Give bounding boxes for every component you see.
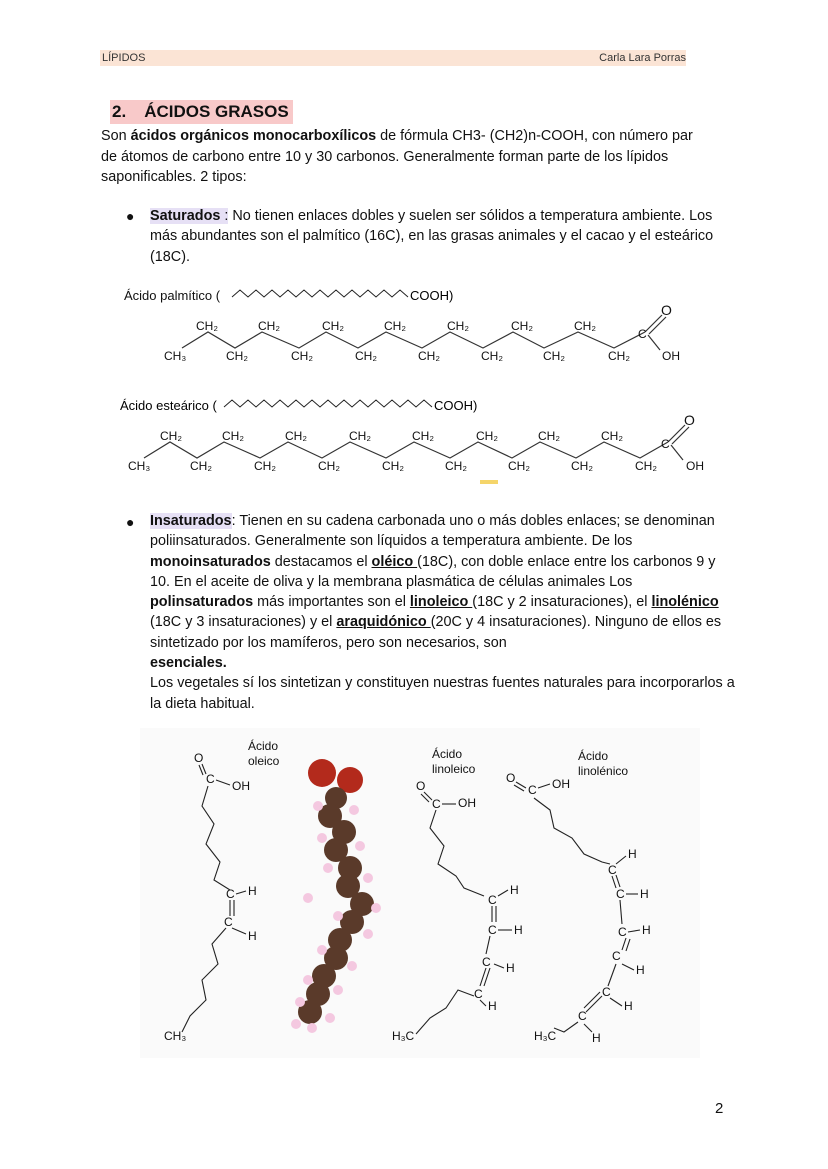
linolenico-h1: H xyxy=(628,847,637,861)
palm-ch2-bot-6: CH₂ xyxy=(543,349,565,363)
linolenico-h3: H xyxy=(642,923,651,937)
est-ch2-bot-2: CH₂ xyxy=(254,459,276,473)
palm-ch2-bot-4: CH₂ xyxy=(418,349,440,363)
oleico-label-2: oleico xyxy=(248,754,280,768)
header-right: Carla Lara Porras xyxy=(599,52,686,64)
linoleico-oh: OH xyxy=(458,796,476,810)
insat-linoleico: linoleico xyxy=(409,594,473,611)
linolenico-h6: H xyxy=(592,1031,601,1045)
linolenico-label-2: linolénico xyxy=(578,764,629,778)
intro-text-2: de fórmula CH3- (CH2)n-COOH, con número par de átomos de carbono entre 10 y 30 carbonos. Generalmente forman parte de los lípidos saponificables. 2 tipos: xyxy=(101,128,693,185)
intro-paragraph xyxy=(101,126,711,188)
palm-ch2-top-4: CH₂ xyxy=(384,319,406,333)
oleico-o: O xyxy=(194,751,204,765)
insat-text-5: (18C y 2 insaturaciones), el xyxy=(472,594,652,611)
palm-ch2-top-7: CH₂ xyxy=(574,319,596,333)
bullet-saturados: ● xyxy=(126,208,135,224)
est-ch2-top-8: CH₂ xyxy=(601,429,623,443)
insat-text-7: (20C y 4 insaturaciones). Ninguno de ellos es sintetizado por los mamíferos, pero son necesarios, son xyxy=(150,614,722,651)
linolenico-c3: C xyxy=(618,925,627,939)
est-o: O xyxy=(684,412,695,428)
palm-ch2-top-6: CH₂ xyxy=(511,319,533,333)
oleico-c: C xyxy=(206,772,215,786)
insat-text-2: destacamos el xyxy=(270,553,372,570)
insat-esenciales: esenciales. xyxy=(150,655,227,672)
linoleico-label-1: Ácido xyxy=(432,747,463,761)
palm-ch2-top-2: CH₂ xyxy=(258,319,280,333)
linolenico-c6: C xyxy=(578,1009,587,1023)
linolenico-h5: H xyxy=(624,999,633,1013)
highlight-mark xyxy=(480,480,498,484)
palm-c: C xyxy=(638,327,647,341)
linolenico-label-1: Ácido xyxy=(578,749,609,763)
linoleico-c1: C xyxy=(488,893,497,907)
palm-ch2-bot-7: CH₂ xyxy=(608,349,630,363)
section-title xyxy=(110,100,293,124)
page-number: 2 xyxy=(715,1100,724,1117)
saturated-acids-figure xyxy=(100,280,720,495)
palmitico-zigzag xyxy=(232,290,408,297)
insat-mono: monoinsaturados xyxy=(150,553,271,570)
est-ch2-top-7: CH₂ xyxy=(538,429,560,443)
insat-poli: polinsaturados xyxy=(150,594,254,611)
est-ch2-bot-4: CH₂ xyxy=(382,459,404,473)
intro-bold: ácidos orgánicos monocarboxílicos xyxy=(130,128,377,144)
linolenico-c4: C xyxy=(612,949,621,963)
unsaturated-acids-figure xyxy=(140,728,700,1058)
palmitico-coh-bond xyxy=(648,335,660,350)
palm-ch2-top-5: CH₂ xyxy=(447,319,469,333)
oleico-h-lower: H xyxy=(248,929,257,943)
estearico-end: COOH) xyxy=(434,398,478,413)
est-ch2-bot-3: CH₂ xyxy=(318,459,340,473)
palm-oh: OH xyxy=(662,349,680,363)
oleico-c-lower: C xyxy=(224,915,233,929)
linoleico-c3: C xyxy=(482,955,491,969)
linolenico-c2: C xyxy=(616,887,625,901)
insat-linolenico: linolénico xyxy=(651,594,719,611)
palm-ch2-bot-1: CH₂ xyxy=(226,349,248,363)
est-ch2-bot-5: CH₂ xyxy=(445,459,467,473)
palm-ch2-bot-5: CH₂ xyxy=(481,349,503,363)
linolenico-h4: H xyxy=(636,963,645,977)
insat-text-8: Los vegetales sí los sintetizan y constituyen nuestras fuentes naturales para incorporarlos a la dieta habitual. xyxy=(150,675,735,712)
insat-araquidonico: araquidónico xyxy=(336,614,431,631)
est-ch2-bot-6: CH₂ xyxy=(508,459,530,473)
palmitico-label: Ácido palmítico ( xyxy=(124,288,221,303)
insaturados-paragraph xyxy=(150,511,735,714)
oleico-oh: OH xyxy=(232,779,250,793)
insaturados-label: Insaturados xyxy=(150,513,232,529)
est-c: C xyxy=(661,437,670,451)
linoleico-c4: C xyxy=(474,987,483,1001)
linoleico-label-2: linoleico xyxy=(432,762,476,776)
palmitico-chain xyxy=(182,332,645,348)
est-ch2-bot-8: CH₂ xyxy=(635,459,657,473)
est-ch2-top-1: CH₂ xyxy=(160,429,182,443)
estearico-label: Ácido esteárico ( xyxy=(120,398,217,413)
palmitico-end: COOH) xyxy=(410,288,454,303)
insat-text-4: más importantes son el xyxy=(253,594,410,611)
estearico-chain xyxy=(144,442,668,458)
oleico-ch3: CH₃ xyxy=(164,1029,187,1043)
linolenico-c: C xyxy=(528,783,537,797)
linoleico-h4: H xyxy=(488,999,497,1013)
palm-ch2-bot-2: CH₂ xyxy=(291,349,313,363)
estearico-coh-bond xyxy=(671,445,683,460)
linoleico-c2: C xyxy=(488,923,497,937)
linoleico-c: C xyxy=(432,797,441,811)
est-ch2-top-5: CH₂ xyxy=(412,429,434,443)
est-ch2-top-4: CH₂ xyxy=(349,429,371,443)
saturados-paragraph xyxy=(150,206,735,267)
linoleico-h2: H xyxy=(514,923,523,937)
saturados-label: Saturados xyxy=(150,208,221,224)
insat-text-1: : Tienen en su cadena carbonada uno o más dobles enlaces; se denominan poliinsaturados. Generalmente son líquidos a temperatura ambiente. De los xyxy=(150,513,715,550)
palm-ch2-bot-3: CH₂ xyxy=(355,349,377,363)
palm-o: O xyxy=(661,302,672,318)
oleico-h-upper: H xyxy=(248,884,257,898)
insat-text-6: (18C y 3 insaturaciones) y el xyxy=(150,614,337,631)
insat-oleico: oléico xyxy=(371,553,418,570)
linolenico-oh: OH xyxy=(552,777,570,791)
section-number: 2. xyxy=(112,102,127,121)
bullet-insaturados: ● xyxy=(126,514,135,530)
palm-ch2-top-1: CH₂ xyxy=(196,319,218,333)
linoleico-h1: H xyxy=(510,883,519,897)
linolenico-h2: H xyxy=(640,887,649,901)
linolenico-o: O xyxy=(506,771,516,785)
section-title-text: ÁCIDOS GRASOS xyxy=(144,102,289,121)
palm-ch3: CH₃ xyxy=(164,349,187,363)
linolenico-c5: C xyxy=(602,985,611,999)
intro-text-1: Son xyxy=(101,128,131,144)
linolenico-c1: C xyxy=(608,863,617,877)
palm-ch2-top-3: CH₂ xyxy=(322,319,344,333)
header-left: LÍPIDOS xyxy=(102,52,146,64)
est-ch2-top-6: CH₂ xyxy=(476,429,498,443)
insat-text-3: (18C), con doble enlace entre los carbonos 9 y 10. En el aceite de oliva y la membrana plasmática de células animales Los xyxy=(150,553,716,590)
est-oh: OH xyxy=(686,459,704,473)
oleico-c-upper: C xyxy=(226,887,235,901)
saturados-text: No tienen enlaces dobles y suelen ser sólidos a temperatura ambiente. Los más abundantes son el palmítico (16C), en las grasas animales y el cacao y el esteárico (18C). xyxy=(150,208,714,265)
est-ch2-top-3: CH₂ xyxy=(285,429,307,443)
page-header xyxy=(100,50,686,66)
estearico-zigzag xyxy=(224,400,432,407)
saturados-sep: : xyxy=(220,208,229,224)
linoleico-h3: H xyxy=(506,961,515,975)
est-ch2-top-2: CH₂ xyxy=(222,429,244,443)
est-ch3: CH₃ xyxy=(128,459,151,473)
linoleico-o: O xyxy=(416,779,426,793)
linolenico-h3c: H₃C xyxy=(534,1029,557,1043)
est-ch2-bot-7: CH₂ xyxy=(571,459,593,473)
linoleico-h3c: H₃C xyxy=(392,1029,415,1043)
oleico-label-1: Ácido xyxy=(248,739,279,753)
est-ch2-bot-1: CH₂ xyxy=(190,459,212,473)
